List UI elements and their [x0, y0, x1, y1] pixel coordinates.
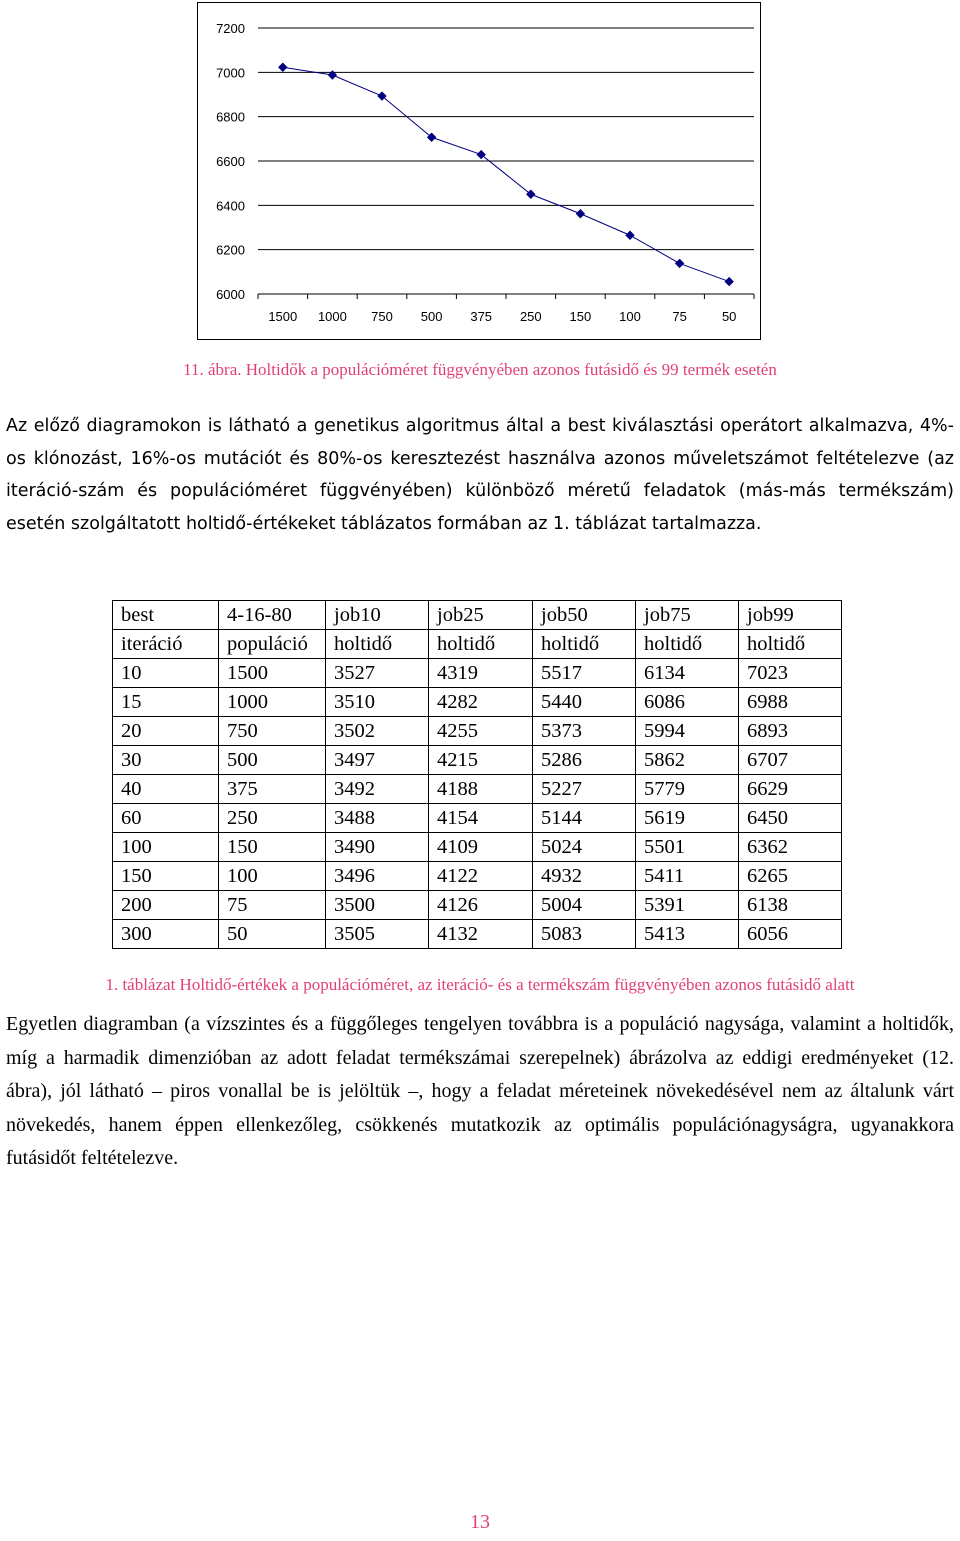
table-cell: 10 — [113, 659, 219, 688]
table-cell: 3488 — [326, 804, 429, 833]
table-cell: 5413 — [636, 920, 739, 949]
table-cell: 4-16-80 — [219, 601, 326, 630]
table-cell: 30 — [113, 746, 219, 775]
table-cell: 5440 — [533, 688, 636, 717]
table-cell: best — [113, 601, 219, 630]
data-point — [725, 278, 733, 286]
table-cell: 6450 — [739, 804, 842, 833]
table-cell: iteráció — [113, 630, 219, 659]
table-cell: 6362 — [739, 833, 842, 862]
table-cell: 4122 — [429, 862, 533, 891]
table-row — [113, 804, 842, 833]
y-tick-label: 7200 — [216, 21, 245, 36]
table-cell: 5517 — [533, 659, 636, 688]
table-row — [113, 775, 842, 804]
table-row — [113, 920, 842, 949]
table-cell: 6988 — [739, 688, 842, 717]
table-cell: 500 — [219, 746, 326, 775]
table-cell: 50 — [219, 920, 326, 949]
table-cell: 1000 — [219, 688, 326, 717]
table-cell: 6265 — [739, 862, 842, 891]
table-cell: 6086 — [636, 688, 739, 717]
table-cell: 3502 — [326, 717, 429, 746]
x-tick-label: 100 — [619, 309, 641, 324]
x-tick-label: 750 — [371, 309, 393, 324]
table-cell: 3497 — [326, 746, 429, 775]
table-cell: 5286 — [533, 746, 636, 775]
table-cell: 4255 — [429, 717, 533, 746]
x-tick-label: 50 — [721, 309, 737, 324]
page-number: 13 — [470, 1511, 490, 1533]
results-table — [112, 600, 842, 949]
table-cell: 4282 — [429, 688, 533, 717]
table-cell: 5373 — [533, 717, 636, 746]
table-cell: 5024 — [533, 833, 636, 862]
paragraph-intro: Az előző diagramokon is látható a genetikus algoritmus által a best kiválasztási operátort alkalmazva, 4%-os klónozást, 16%-os mutációt és 80%-os keresztezést használva azonos műveletszámot feltételezve (az iteráció-szám és populációméret függvényében) különböző méretű feladatok (más-más termékszám) esetén szolgáltatott holtidő-értékeket táblázatos formában az 1. táblázat tartalmazza. — [6, 416, 954, 534]
table-header-row — [113, 630, 842, 659]
table-cell: 3510 — [326, 688, 429, 717]
table-row — [113, 891, 842, 920]
y-tick-label: 6000 — [216, 287, 245, 302]
table-cell: 150 — [113, 862, 219, 891]
line-chart — [198, 3, 760, 339]
y-tick-label: 6400 — [216, 198, 245, 214]
table-cell: 4188 — [429, 775, 533, 804]
table-cell: job10 — [326, 601, 429, 630]
table-cell: 5391 — [636, 891, 739, 920]
chart-frame — [197, 2, 761, 340]
table-cell: 15 — [113, 688, 219, 717]
table-cell: 5779 — [636, 775, 739, 804]
table-row — [113, 688, 842, 717]
table-cell: 5862 — [636, 746, 739, 775]
table-cell: 750 — [219, 717, 326, 746]
x-tick-label: 500 — [420, 309, 443, 324]
table-header-row — [113, 601, 842, 630]
paragraph-summary: Egyetlen diagramban (a vízszintes és a függőleges tengelyen továbbra is a populáció nagysága, valamint a holtidők, míg a harmadik dimenzióban az adott feladat termékszámai szerepelnek) ábrázolva az eddigi eredményeket (12. ábra), jól látható – piros vonallal be is jelöltük –, hogy a feladat méreteinek növekedésével nem az általunk várt növekedés, hanem éppen ellenkezőleg, csökkenés mutatkozik az optimális populációnagyságra, ugyanakkora futásidőt feltételezve. — [6, 1013, 954, 1169]
table-cell: 4154 — [429, 804, 533, 833]
table-cell: holtidő — [326, 630, 429, 659]
table-cell: holtidő — [429, 630, 533, 659]
data-point — [676, 259, 684, 267]
table-cell: 5227 — [533, 775, 636, 804]
table-row — [113, 833, 842, 862]
data-point — [576, 210, 584, 218]
table-cell: 3527 — [326, 659, 429, 688]
table-cell: 5083 — [533, 920, 636, 949]
table-cell: 300 — [113, 920, 219, 949]
table-cell: 375 — [219, 775, 326, 804]
table-cell: 100 — [219, 862, 326, 891]
table-cell: 4319 — [429, 659, 533, 688]
table-cell: 4126 — [429, 891, 533, 920]
table-cell: 6056 — [739, 920, 842, 949]
table-cell: 5619 — [636, 804, 739, 833]
table-cell: 7023 — [739, 659, 842, 688]
table-cell: 250 — [219, 804, 326, 833]
table-cell: populáció — [219, 630, 326, 659]
table-cell: 5501 — [636, 833, 739, 862]
figure-caption-text: Holtidők a populációméret függvényében azonos futásidő és 99 termék esetén — [245, 360, 777, 379]
table-cell: 5411 — [636, 862, 739, 891]
table-cell: job75 — [636, 601, 739, 630]
table-cell: 40 — [113, 775, 219, 804]
x-tick-label: 375 — [470, 309, 493, 324]
table-cell: 3500 — [326, 891, 429, 920]
table-cell: 4132 — [429, 920, 533, 949]
table-cell: 200 — [113, 891, 219, 920]
table-cell: 150 — [219, 833, 326, 862]
table-cell: holtidő — [636, 630, 739, 659]
table-cell: 6138 — [739, 891, 842, 920]
table-cell: 6134 — [636, 659, 739, 688]
table-cell: 3492 — [326, 775, 429, 804]
table-cell: 75 — [219, 891, 326, 920]
table-cell: 100 — [113, 833, 219, 862]
table-cell: 3505 — [326, 920, 429, 949]
table-cell: 6893 — [739, 717, 842, 746]
table-cell: 5994 — [636, 717, 739, 746]
table-cell: 20 — [113, 717, 219, 746]
table-cell: 5144 — [533, 804, 636, 833]
data-point — [279, 63, 287, 71]
data-point — [626, 231, 634, 239]
table-cell: job25 — [429, 601, 533, 630]
table-row — [113, 746, 842, 775]
table-cell: 4215 — [429, 746, 533, 775]
table-caption: 1. táblázat Holtidő-értékek a populációméret, az iteráció- és a termékszám függvényében azonos futásidő alatt — [105, 975, 855, 994]
table-row — [113, 862, 842, 891]
table-cell: job50 — [533, 601, 636, 630]
y-tick-label: 6200 — [216, 242, 245, 258]
table-cell: 6707 — [739, 746, 842, 775]
table-cell: 60 — [113, 804, 219, 833]
table-cell: 6629 — [739, 775, 842, 804]
figure-caption-number: 11. ábra. — [183, 360, 242, 379]
table-cell: 3496 — [326, 862, 429, 891]
y-tick-label: 6600 — [216, 154, 245, 169]
table-cell: holtidő — [739, 630, 842, 659]
y-tick-label: 7000 — [216, 65, 245, 81]
table-row — [113, 659, 842, 688]
table-cell: 5004 — [533, 891, 636, 920]
x-tick-label: 1000 — [317, 309, 347, 324]
x-tick-label: 1500 — [268, 309, 298, 324]
table-cell: holtidő — [533, 630, 636, 659]
y-tick-label: 6800 — [216, 109, 245, 125]
table-cell: 3490 — [326, 833, 429, 862]
table-cell: 4109 — [429, 833, 533, 862]
table-cell: job99 — [739, 601, 842, 630]
table-cell: 4932 — [533, 862, 636, 891]
x-tick-label: 75 — [672, 309, 687, 324]
table-cell: 1500 — [219, 659, 326, 688]
table-row — [113, 717, 842, 746]
figure-caption — [0, 360, 960, 380]
x-tick-label: 150 — [569, 309, 592, 324]
x-tick-label: 250 — [519, 309, 542, 324]
